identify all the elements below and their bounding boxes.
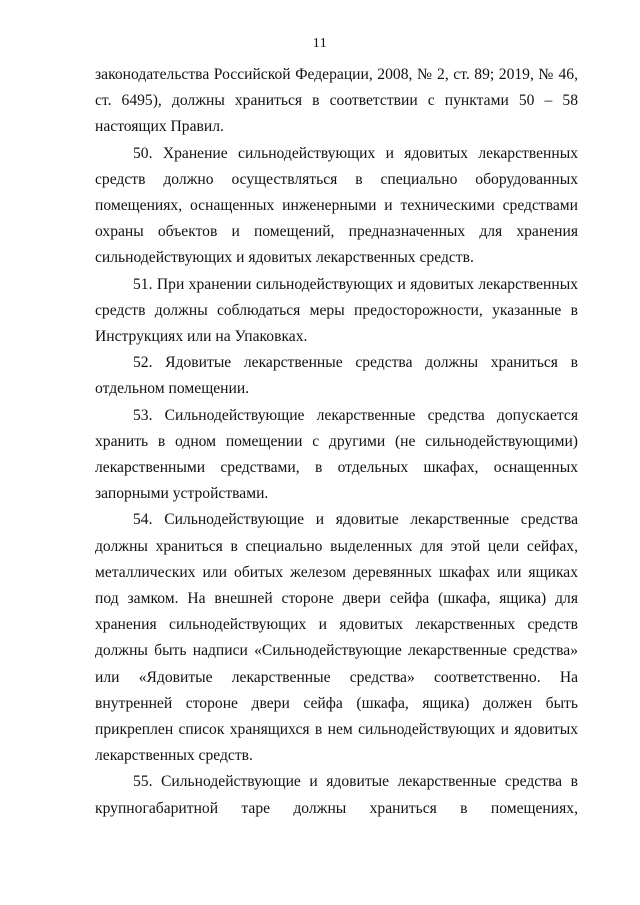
document-body xyxy=(95,62,578,822)
paragraph-continued: законодательства Российской Федерации, 2008, № 2, ст. 89; 2019, № 46, ст. 6495), должны храниться в соответствии с пунктами 50 – 58 настоящих Правил. xyxy=(95,66,578,136)
paragraph-54: 54. Сильнодействующие и ядовитые лекарственные средства должны храниться в специально выделенных для этой цели сейфах, металлических или обитых железом деревянных шкафах или ящиках под замком. На внешней стороне двери сейфа (шкафа, ящика) для хранения сильнодействующих и ядовитых лекарственных средств должны быть надписи «Сильнодействующие лекарственные средства» или «Ядовитые лекарственные средства» соответственно. На внутренней стороне двери сейфа (шкафа, ящика) должен быть прикреплен список хранящихся в нем сильнодействующих и ядовитых лекарственных средств. xyxy=(95,511,578,765)
paragraph-53: 53. Сильнодействующие лекарственные средства допускается хранить в одном помещении с другими (не сильнодействующими) лекарственными средствами, в отдельных шкафах, оснащенных запорными устройствами. xyxy=(95,406,578,503)
paragraph-51: 51. При хранении сильнодействующих и ядовитых лекарственных средств должны соблюдаться меры предосторожности, указанные в Инструкциях или на Упаковках. xyxy=(95,275,578,346)
paragraph-52: 52. Ядовитые лекарственные средства должны храниться в отдельном помещении. xyxy=(95,354,578,398)
page-number: 11 xyxy=(312,36,328,51)
paragraph-55: 55. Сильнодействующие и ядовитые лекарственные средства в крупногабаритной таре должны храниться в помещениях, xyxy=(95,773,578,817)
paragraph-50: 50. Хранение сильнодействующих и ядовитых лекарственных средств должно осуществляться в специально оборудованных помещениях, оснащенных инженерными и техническими средствами охраны объектов и помещений, предназначенных для хранения сильнодействующих и ядовитых лекарственных средств. xyxy=(95,144,578,267)
